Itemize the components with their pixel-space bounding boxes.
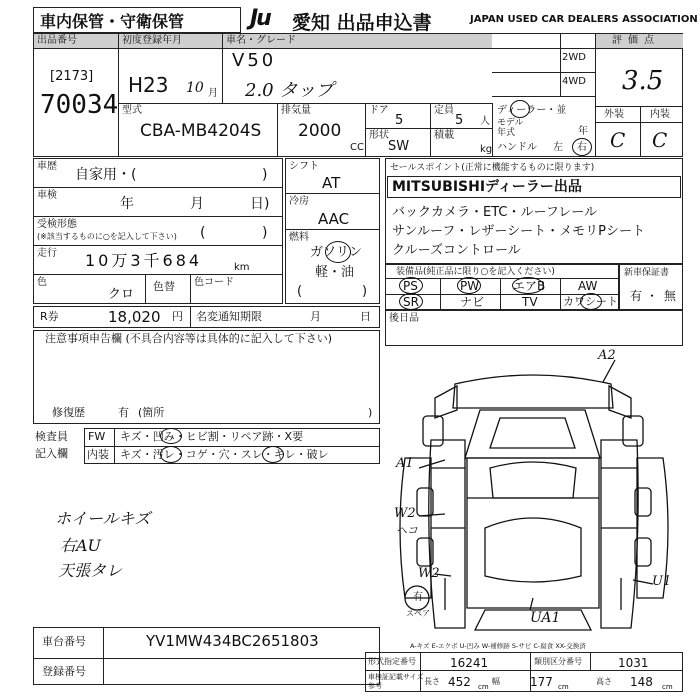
ac-label: 冷房	[289, 196, 309, 207]
equip-aw: AW	[578, 279, 598, 293]
lot-number-label: 出品番号	[34, 34, 118, 49]
interior-score: C	[652, 128, 668, 152]
damage-mark-a2: A2	[598, 348, 616, 363]
interior-check-label: 内装	[87, 448, 109, 461]
shift-value: AT	[322, 174, 341, 192]
registration-label: 初度登録年月	[119, 34, 222, 49]
width-unit: cm	[558, 683, 569, 691]
selling-line-3: クルーズコントロール	[392, 243, 521, 258]
form-title: 愛知 出品申込書	[292, 12, 432, 34]
selling-points-label: セールスポイント(正常に機能するものに限ります)	[390, 163, 595, 173]
interior-label: 内装	[650, 109, 670, 120]
capacity: 5	[455, 113, 464, 128]
mileage-label: 走行	[37, 248, 57, 259]
inspection-month-unit: 月	[190, 196, 204, 212]
shift-label: シフト	[289, 161, 319, 172]
fuel-label: 燃料	[289, 232, 309, 243]
spare-tire-label: スペア	[406, 609, 430, 618]
handle-left: 左	[553, 142, 563, 153]
later-items-label: 後日品	[389, 313, 419, 324]
displacement-label: 排気量	[281, 105, 311, 116]
circle-dent	[160, 428, 182, 444]
displacement: 2000	[298, 121, 342, 141]
warranty-label: 新車保証書	[624, 268, 670, 278]
fuel-light: 軽・油	[315, 265, 355, 280]
damage-mark-a1: A1	[396, 456, 414, 471]
height-unit: cm	[662, 683, 673, 691]
color: クロ	[108, 287, 135, 302]
history-value: 自家用・(	[75, 167, 137, 183]
equip-leather-seat: カワシート	[563, 295, 618, 308]
equip-navi: ナビ	[460, 295, 485, 309]
receipt-paren-close: )	[262, 225, 268, 241]
mileage-unit: km	[234, 262, 250, 273]
selling-headline: MITSUBISHIディーラー出品	[392, 179, 582, 195]
damage-legend: A-キズ E-エクボ U-凹み W-補修跡 S-サビ C-腐食 XX-交換済	[410, 642, 586, 650]
fuel-paren-open: (	[297, 284, 303, 299]
color-label: 色	[37, 277, 47, 288]
width-label: 幅	[492, 677, 500, 686]
later-items-block	[385, 310, 683, 346]
chassis-number: YV1MW434BC2651803	[146, 632, 319, 650]
length-label: 長さ	[424, 677, 440, 686]
circle-ps	[399, 277, 423, 294]
handwritten-note-1: ホイールキズ	[55, 509, 151, 528]
inspection-year-unit: 年	[120, 196, 134, 212]
handle-right: 右	[577, 142, 587, 153]
notes-label: 注意事項申告欄 (不具合内容等は具体的に記入して下さい)	[45, 332, 333, 345]
width: 177	[530, 675, 553, 689]
circle-scuff	[262, 446, 284, 463]
cc-unit: CC	[350, 142, 364, 153]
fw-label: FW	[88, 430, 106, 443]
color-change-label: 色替	[153, 280, 175, 293]
model-year-label: 年式	[497, 128, 516, 138]
receipt-note: (※該当するものに○を記入して下さい)	[37, 232, 177, 241]
doors-label: ドア	[369, 105, 389, 116]
fuel-gas: ガソリン	[310, 245, 363, 260]
damage-mark-ua1: UA1	[530, 610, 561, 626]
capacity-label: 定員	[434, 105, 454, 116]
shape: SW	[388, 139, 410, 154]
fuel-paren-close: )	[362, 284, 368, 299]
height: 148	[630, 675, 653, 689]
circle-stain	[160, 446, 182, 463]
equipment-label: 装備品(純正品に限り○を記入ください)	[396, 267, 555, 277]
history-close: )	[262, 167, 268, 183]
model-code-label: 型式	[122, 105, 142, 116]
circle-sr	[399, 293, 423, 310]
drive-2wd: 2WD	[562, 52, 586, 63]
doors: 5	[395, 113, 404, 128]
spare-tire-yes: 有	[413, 592, 423, 603]
dealer-label: ディーラー・並	[497, 105, 567, 116]
recycle-amount: 18,020	[108, 308, 161, 326]
handwritten-note-2: 右AU	[60, 536, 102, 555]
equip-pw: PW	[460, 279, 480, 293]
color-code-label: 色コード	[194, 277, 234, 288]
size-reference: 参考	[368, 682, 382, 690]
mileage: 10万3千684	[85, 251, 203, 270]
handle-right-circle	[572, 138, 592, 156]
load-unit: kg	[480, 144, 493, 155]
model-code: CBA-MB4204S	[140, 121, 262, 141]
capacity-unit: 人	[480, 116, 490, 127]
receipt-label: 受検形態	[37, 219, 77, 230]
association-name: JAPAN USED CAR DEALERS ASSOCIATION	[470, 14, 698, 25]
lot-number: 70034	[40, 90, 119, 120]
selling-line-2: サンルーフ・レザーシート・メモリPシート	[392, 224, 645, 239]
recycle-yen: 円	[172, 310, 183, 323]
inspector-label-2: 記入欄	[35, 447, 68, 460]
interior-items: キズ・汚レ・コゲ・穴・スレ・キレ・破レ	[120, 448, 329, 461]
model-year-unit: 年	[578, 126, 588, 137]
inspector-label-1: 検査員	[35, 430, 68, 443]
registration-year: H23	[128, 73, 169, 97]
inspection-label: 車検	[37, 190, 57, 201]
repair-history-location: (箇所	[138, 406, 165, 419]
length: 452	[448, 675, 471, 689]
car-name-label: 車名・グレード	[223, 34, 492, 49]
equip-sr: SR	[403, 295, 419, 309]
fuel-gas-circle	[325, 241, 351, 263]
name-change-deadline-label: 名変通知期限	[196, 310, 262, 323]
height-label: 高さ	[596, 677, 612, 686]
drive-4wd: 4WD	[562, 76, 586, 87]
handle-label: ハンドル	[497, 142, 537, 153]
lot-sub-number: [2173]	[50, 69, 94, 84]
registration-number-label: 登録番号	[42, 665, 86, 678]
size-label: 車検証記載サイズ	[368, 673, 424, 681]
registration-month: 10	[186, 80, 204, 96]
length-unit: cm	[478, 683, 489, 691]
damage-mark-w2-upper: W2	[394, 506, 416, 521]
damage-mark-u1: U1	[652, 574, 672, 589]
recycle-label: R券	[40, 310, 59, 323]
registration-month-unit: 月	[208, 88, 218, 99]
circle-pw	[457, 277, 481, 294]
warranty-yes: 有	[630, 289, 643, 303]
selling-line-1: バックカメラ・ETC・ルーフレール	[392, 205, 598, 220]
circle-leather	[580, 293, 602, 310]
shape-label: 形状	[369, 130, 389, 141]
repair-history-label: 修復歴	[52, 406, 85, 419]
storage-title: 車内保管・守衛保管	[40, 12, 185, 31]
fw-items: キズ・凹み・ヒビ割・リペア跡・X要	[120, 430, 304, 443]
model-label: モデル	[497, 118, 524, 128]
exterior-label: 外装	[604, 109, 624, 120]
ju-logo: Ju	[250, 6, 270, 31]
score-value: 3.5	[622, 66, 664, 96]
load-label: 積載	[434, 130, 454, 141]
equip-airbag: エアB	[513, 279, 546, 293]
car-condition-diagram	[385, 348, 683, 638]
handwritten-note-3: 天張タレ	[58, 561, 123, 580]
warranty-no: 無	[664, 289, 677, 303]
equip-ps: PS	[403, 279, 418, 293]
dealer-circle	[510, 100, 530, 118]
class-label: 類別区分番号	[534, 657, 582, 666]
deadline-month-unit: 月	[310, 310, 321, 323]
warranty-sep: ・	[646, 289, 659, 303]
damage-mark-w2-lower: W2	[418, 566, 440, 581]
equip-tv: TV	[522, 295, 538, 309]
car-name: V50	[232, 50, 277, 71]
repair-history-value: 有	[118, 406, 129, 419]
exterior-score: C	[610, 128, 626, 152]
history-label: 車歴	[37, 161, 57, 172]
repair-history-close: )	[368, 406, 373, 419]
class-number: 1031	[618, 656, 649, 670]
car-grade: 2.0 タップ	[245, 80, 334, 101]
type-cert: 16241	[450, 656, 489, 670]
circle-airbag	[512, 277, 544, 294]
score-label: 評価点	[596, 34, 683, 49]
inspection-day-unit: 日)	[250, 196, 270, 212]
deadline-day-unit: 日	[360, 310, 371, 323]
type-cert-label: 形式指定番号	[368, 657, 416, 666]
receipt-paren: (	[200, 225, 206, 241]
ac-value: AAC	[318, 210, 350, 228]
chassis-label: 車台番号	[42, 635, 86, 648]
damage-mark-dent: ヘコ	[396, 524, 418, 537]
